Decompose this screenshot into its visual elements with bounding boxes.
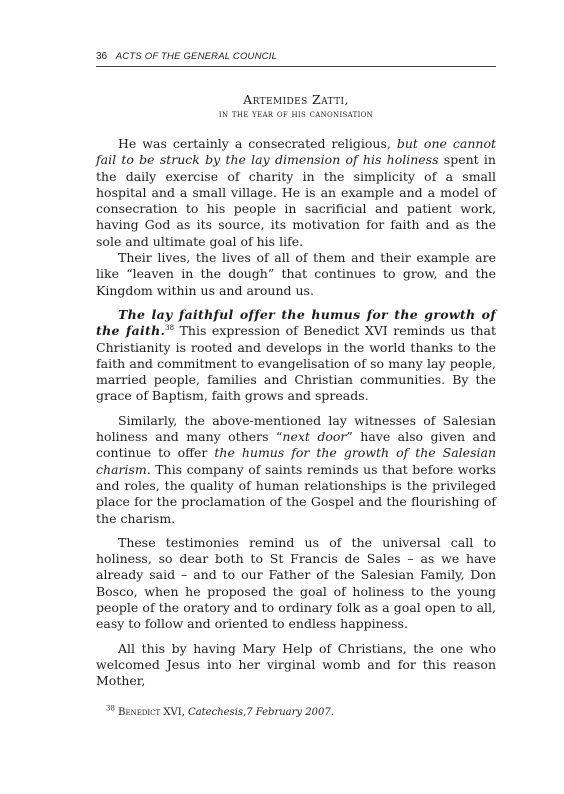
paragraph-1	[96, 136, 496, 250]
page-header	[96, 50, 496, 67]
paragraph-text: He was certainly a consecrated religious,	[118, 136, 397, 151]
paragraph-text: spent in the daily exercise of charity in the simplicity of a small hospital and a small village. He is an example and a model of consecration to his people in sacrificial and patient work, having God as its source, its motivation for faith and as the sole and ultimate goal of his life.	[96, 152, 496, 249]
section-heading	[96, 92, 496, 122]
paragraph-emphasis: but one cannot fail to be struck by the lay dimension of his holiness	[96, 136, 496, 168]
paragraph-text: . This company of saints reminds us that before works and roles, the quality of human relationships is the privileged place for the proclamation of the Gospel and the flourishing of the charism.	[96, 461, 496, 526]
footnote-work: Catechesis,7 February 2007	[188, 707, 331, 718]
footnote: $^{38}$ Benedict XVI, Catechesis,7 February 2007.	[106, 704, 334, 718]
paragraph-text: ” have also given and continue to offer	[96, 429, 496, 461]
running-title: ACTS OF THE GENERAL COUNCIL	[115, 51, 278, 62]
page-number: 36	[96, 51, 108, 62]
heading-title: Artemides Zatti,	[243, 92, 349, 107]
paragraph-text: This expression of Benedict XVI reminds us that Christianity is rooted and develops in the world thanks to the faith and commitment to evangelisation of so many lay people, married people, families and Christian communities. By the grace of Baptism, faith grows and spreads.	[96, 323, 497, 404]
paragraph-2: Their lives, the lives of all of them and their example are like “leaven in the dough” that continues to grow, and the Kingdom within us and around us.	[96, 250, 496, 298]
paragraph-text: Similarly, the above-mentioned lay witnesses of Salesian holiness and many others “	[96, 412, 496, 445]
paragraph-6: All this by having Mary Help of Christians, the one who welcomed Jesus into her virginal womb and for this reason Mother,	[96, 640, 496, 689]
footnote-end: .	[330, 707, 334, 718]
paragraph-5: These testimonies remind us of the universal call to holiness, so dear both to St Francis de Sales – as we have already said – and to our Father of the Salesian Family, Don Bosco, when he proposed the goal of holiness to the young people of the oratory and to ordinary folk as a goal open to all, easy to follow and oriented to endless happiness.	[96, 534, 496, 632]
footnote-author: Benedict XVI	[118, 707, 182, 718]
paragraph-strong: The lay faithful offer the humus for the growth of the faith.	[96, 306, 496, 339]
paragraph-4	[96, 413, 496, 527]
paragraph-3	[96, 307, 496, 405]
page-body	[96, 92, 496, 690]
footnote-number: 38	[106, 704, 115, 713]
paragraph-emphasis: next door	[282, 429, 347, 445]
footnote-reference: 38	[165, 324, 175, 333]
paragraph-emphasis: the humus for the growth of the Salesian charism	[96, 445, 496, 477]
heading-subtitle: in the year of his canonisation	[218, 109, 374, 120]
